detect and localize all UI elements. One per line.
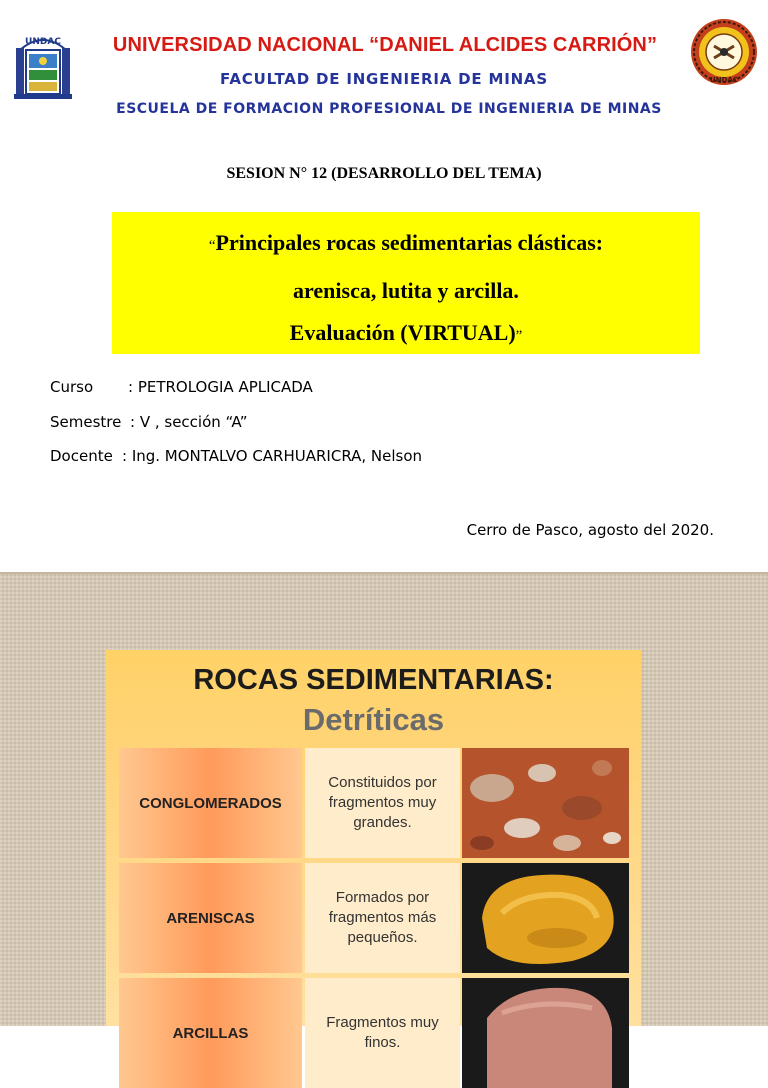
semester-line bbox=[50, 413, 248, 431]
topic-line-3-text: Evaluación (VIRTUAL) bbox=[289, 320, 516, 345]
session-heading: SESION N° 12 (DESARROLLO DEL TEMA) bbox=[226, 165, 542, 182]
rock-name: ARENISCAS bbox=[119, 863, 302, 973]
document-page-2 bbox=[0, 572, 768, 1051]
topic-line-3 bbox=[112, 320, 700, 346]
clay-photo bbox=[462, 978, 629, 1088]
svg-text:UNDAC: UNDAC bbox=[710, 76, 738, 84]
university-name: UNIVERSIDAD NACIONAL “DANIEL ALCIDES CARRIÓN” bbox=[112, 34, 658, 56]
table-row bbox=[119, 863, 629, 973]
slide-title: ROCAS SEDIMENTARIAS: bbox=[193, 664, 554, 696]
undac-logo-left bbox=[12, 28, 74, 102]
rock-name: CONGLOMERADOS bbox=[119, 748, 302, 858]
open-quote: “ bbox=[208, 238, 216, 254]
course-line bbox=[50, 378, 313, 396]
sandstone-photo bbox=[462, 863, 629, 973]
school-name: ESCUELA DE FORMACION PROFESIONAL DE INGENIERIA DE MINAS bbox=[116, 101, 662, 117]
teacher-label: Docente bbox=[50, 447, 113, 465]
table-row bbox=[119, 748, 629, 858]
teacher-value: : Ing. MONTALVO CARHUARICRA, Nelson bbox=[122, 447, 423, 465]
place-date: Cerro de Pasco, agosto del 2020. bbox=[466, 521, 714, 539]
topic-line-1 bbox=[112, 230, 700, 256]
rock-description: Fragmentos muy finos. bbox=[305, 978, 460, 1088]
rock-description: Constituidos por fragmentos muy grandes. bbox=[305, 748, 460, 858]
course-label: Curso bbox=[50, 378, 94, 396]
slide-subtitle: Detríticas bbox=[302, 702, 445, 737]
topic-line-2: arenisca, lutita y arcilla. bbox=[293, 278, 519, 303]
conglomerate-photo bbox=[462, 748, 629, 858]
slide-image bbox=[106, 650, 641, 1051]
faculty-name: FACULTAD DE INGENIERIA DE MINAS bbox=[220, 70, 548, 88]
svg-text:UNDAC: UNDAC bbox=[25, 37, 61, 47]
semester-label: Semestre bbox=[50, 413, 122, 431]
semester-value: : V , sección “A” bbox=[130, 413, 248, 431]
table-row bbox=[119, 978, 629, 1088]
close-quote: ” bbox=[515, 328, 523, 344]
rock-description: Formados por fragmentos más pequeños. bbox=[305, 863, 460, 973]
course-value: : PETROLOGIA APLICADA bbox=[128, 378, 313, 396]
topic-box bbox=[112, 212, 700, 354]
teacher-line bbox=[50, 447, 422, 465]
topic-line-1-text: Principales rocas sedimentarias clásticas: bbox=[215, 230, 604, 255]
rock-name: ARCILLAS bbox=[119, 978, 302, 1088]
